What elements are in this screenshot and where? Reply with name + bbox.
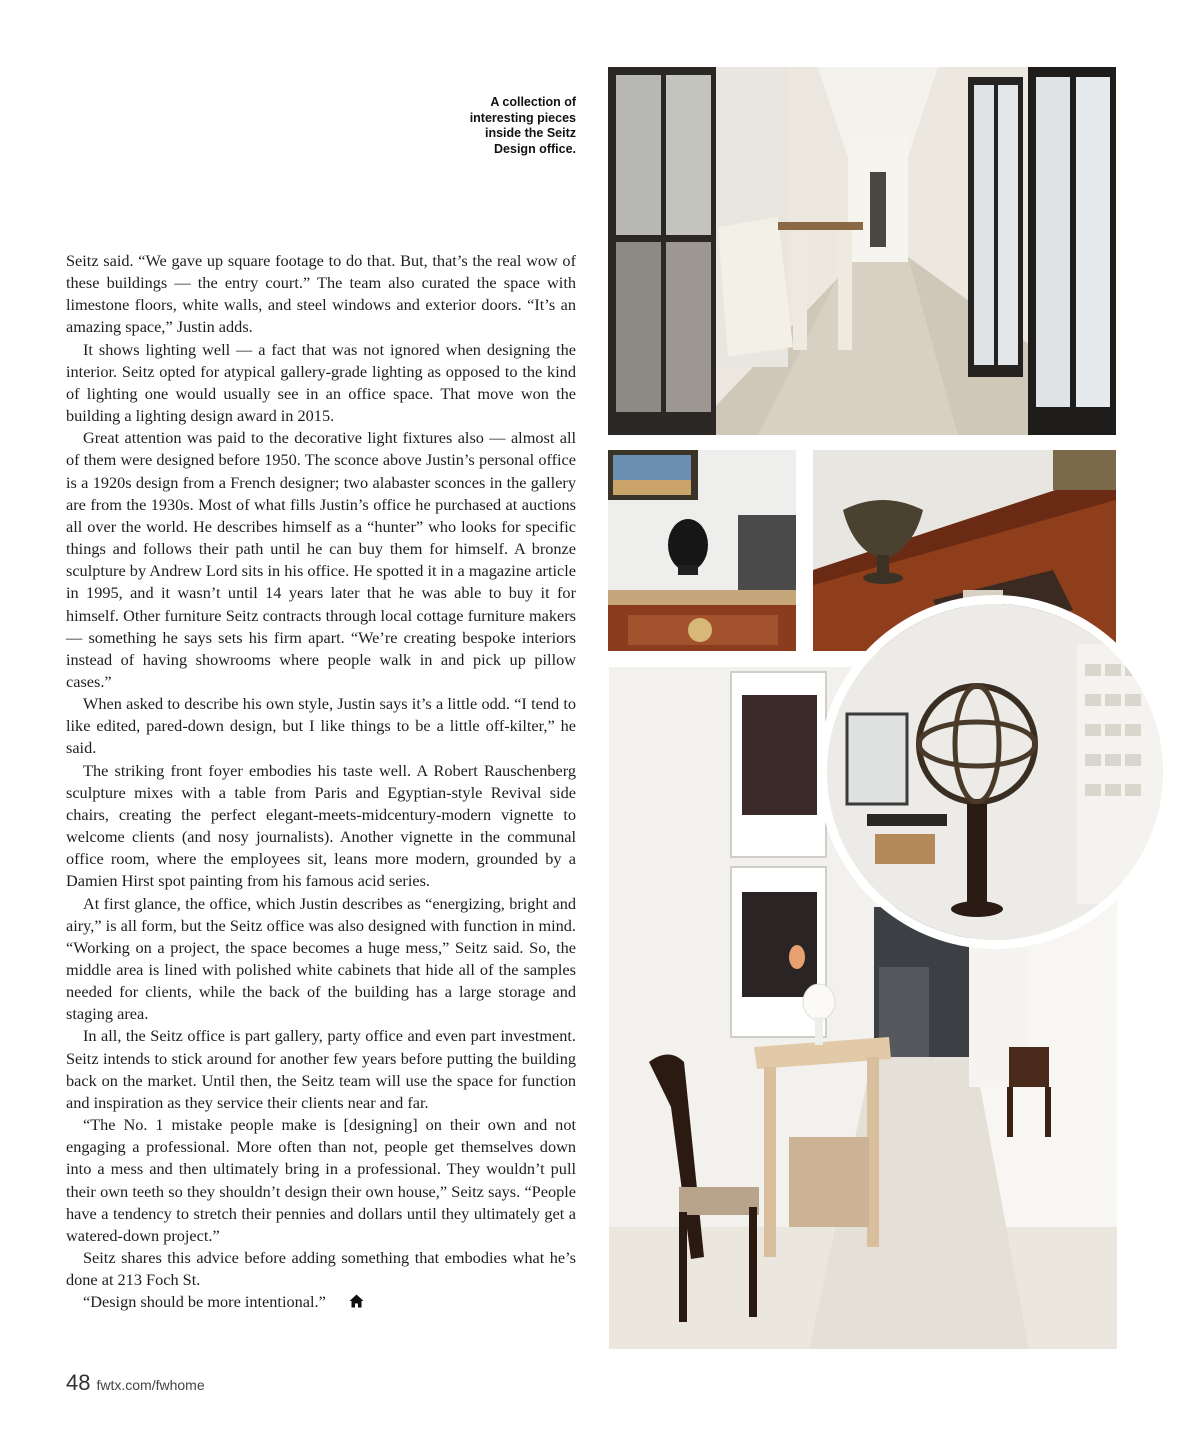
skull-desk-photo xyxy=(608,450,796,651)
paragraph: The striking front foyer embodies his taste well. A Robert Rauschenberg sculpture mixes with a table from Paris and Egyptian-style Revival side chairs, creating the perfect elegant-meets-midcentury-modern vignette to welcome clients (and nosy journalists). Another vignette in the communal office room, where the employees sit, leans more modern, grounded by a Damien Hirst spot painting from his famous acid series. xyxy=(66,760,576,891)
closing-paragraph xyxy=(66,1291,576,1313)
article-body xyxy=(66,250,576,1314)
hallway-photo xyxy=(608,67,1116,435)
paragraph: It shows lighting well — a fact that was not ignored when designing the interior. Seitz opted for atypical gallery-grade lighting as opposed to the kind of lighting one would usually see in an office space. That move won the building a lighting design award in 2015. xyxy=(66,339,576,426)
paragraph: Seitz said. “We gave up square footage to do that. But, that’s the real wow of these buildings — the entry court.” The team also curated the space with limestone floors, white walls, and steel windows and exterior doors. “It’s an amazing space,” Justin adds. xyxy=(66,251,576,337)
page-footer xyxy=(66,1370,205,1396)
closing-quote: “Design should be more intentional.” xyxy=(83,1292,326,1312)
paragraph: At first glance, the office, which Justin describes as “energizing, bright and airy,” is all form, but the Seitz office was also designed with function in mind. “Working on a project, the space becomes a huge mess,” Seitz said. So, the middle area is lined with polished white cabinets that hide all of the samples needed for clients, while the back of the building has a large storage and staging area. xyxy=(66,893,576,1024)
paragraph: When asked to describe his own style, Justin says it’s a little odd. “I tend to like edited, pared-down design, but I like things to be a little off-kilter,” he said. xyxy=(66,694,576,758)
paragraph: Seitz shares this advice before adding something that embodies what he’s done at 213 Foch St. xyxy=(66,1248,576,1290)
paragraph: Great attention was paid to the decorative light fixtures also — almost all of them were designed before 1950. The sconce above Justin’s personal office is a 1920s design from a French designer; two alabaster sconces in the gallery are from the 1930s. Most of what fills Justin’s office he purchased at auctions all over the world. He describes himself as a “hunter” who looks for specific things and follows their path until he can buy them for himself. A bronze sculpture by Andrew Lord sits in his office. He spotted it in a magazine article in 1995, and it wasn’t until 14 years later that he was able to buy it for himself. Other furniture Seitz contracts through local cottage furniture makers — something he says sets his firm apart. “We’re creating bespoke interiors instead of having showrooms where people walk in and pick up pillow cases.” xyxy=(66,428,576,691)
page-number: 48 xyxy=(66,1370,91,1395)
house-icon xyxy=(332,1292,347,1306)
photo-caption: A collection of interesting pieces inside the Seitz Design office. xyxy=(469,95,576,156)
paragraph: In all, the Seitz office is part gallery, party office and even part investment. Seitz intends to stick around for another few years before putting the building back on the market. Until then, the Seitz team will use the space for function and inspiration as they service their clients near and far. xyxy=(66,1026,576,1112)
armillary-sphere-photo xyxy=(827,604,1163,940)
site-url: fwtx.com/fwhome xyxy=(96,1377,205,1393)
paragraph: “The No. 1 mistake people make is [designing] on their own and not engaging a professional. More often than not, people get themselves down into a mess and then ultimately bring in a professional. They wouldn’t pull their own teeth so they shouldn’t design their own house,” Seitz says. “People have a tendency to stretch their pennies and dollars until they ultimately get a watered-down project.” xyxy=(66,1115,576,1245)
